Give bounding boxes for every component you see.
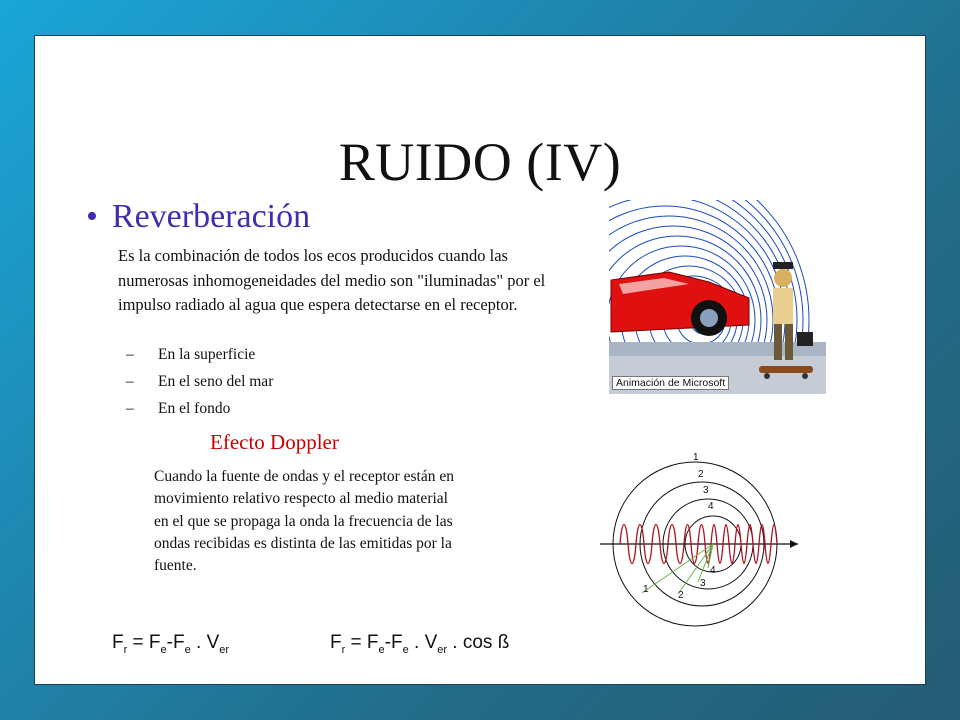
doppler-title: Efecto Doppler: [210, 430, 339, 454]
reverberation-paragraph: Es la combinación de todos los ecos producidos cuando las numerosas inhomogeneidades del medio son "iluminadas" por el impulso radiado al agua que espera detectarse en el receptor.: [118, 246, 546, 314]
formula-subscript: e: [160, 643, 167, 656]
formula-subscript: er: [219, 643, 230, 656]
formula-subscript: e: [402, 643, 409, 656]
dash-icon: –: [126, 373, 134, 390]
formula-subscript: e: [378, 643, 385, 656]
formula-doppler-angle: [330, 632, 509, 656]
car-sound-waves-icon: [609, 200, 826, 394]
formula-symbol: . V: [408, 632, 438, 653]
formula-subscript: r: [123, 643, 128, 656]
doppler-waves-icon: [598, 448, 803, 638]
formula-symbol: F: [112, 632, 124, 653]
formula-doppler-simple: [112, 632, 229, 656]
sub-item-label: En el seno del mar: [158, 373, 274, 390]
bullet-reverberacion: [86, 198, 310, 236]
sub-item-surface: [126, 346, 255, 364]
sub-item-label: En el fondo: [158, 400, 231, 417]
formula-symbol: . cos ß: [447, 632, 510, 653]
diagram-label-2-top: 2: [698, 469, 704, 480]
bullet-label: Reverberación: [111, 198, 311, 235]
diagram-label-4-top: 4: [708, 501, 714, 512]
formula-symbol: F: [330, 632, 342, 653]
formula-symbol: -F: [166, 632, 185, 653]
sub-item-sea: [126, 373, 273, 391]
slide-title: RUIDO (IV): [338, 132, 622, 192]
microsoft-animation-image: [609, 200, 826, 394]
diagram-label-4-bottom: 4: [710, 565, 716, 576]
sub-item-bottom: [126, 400, 230, 418]
animation-caption: Animación de Microsoft: [612, 376, 729, 390]
bullet-dot-icon: •: [86, 198, 98, 235]
formula-subscript: r: [341, 643, 346, 656]
diagram-label-1-bottom: 1: [643, 584, 649, 595]
diagram-label-3-bottom: 3: [700, 578, 706, 589]
dash-icon: –: [126, 400, 134, 417]
sub-item-label: En la superficie: [158, 346, 256, 363]
formula-symbol: -F: [384, 632, 403, 653]
dash-icon: –: [126, 346, 134, 363]
formula-symbol: = F: [127, 632, 161, 653]
formula-symbol: = F: [345, 632, 379, 653]
formula-symbol: . V: [190, 632, 220, 653]
doppler-text: Cuando la fuente de ondas y el receptor están en movimiento relativo respecto al medio material en el que se propaga la onda la frecuencia de las ondas recibidas es distinta de las emitidas por la fuente.: [154, 468, 454, 575]
formula-subscript: e: [184, 643, 191, 656]
doppler-diagram: [598, 448, 803, 638]
formula-subscript: er: [437, 643, 448, 656]
diagram-label-1-top: 1: [693, 452, 699, 463]
diagram-label-2-bottom: 2: [678, 590, 684, 601]
diagram-label-3-top: 3: [703, 485, 709, 496]
